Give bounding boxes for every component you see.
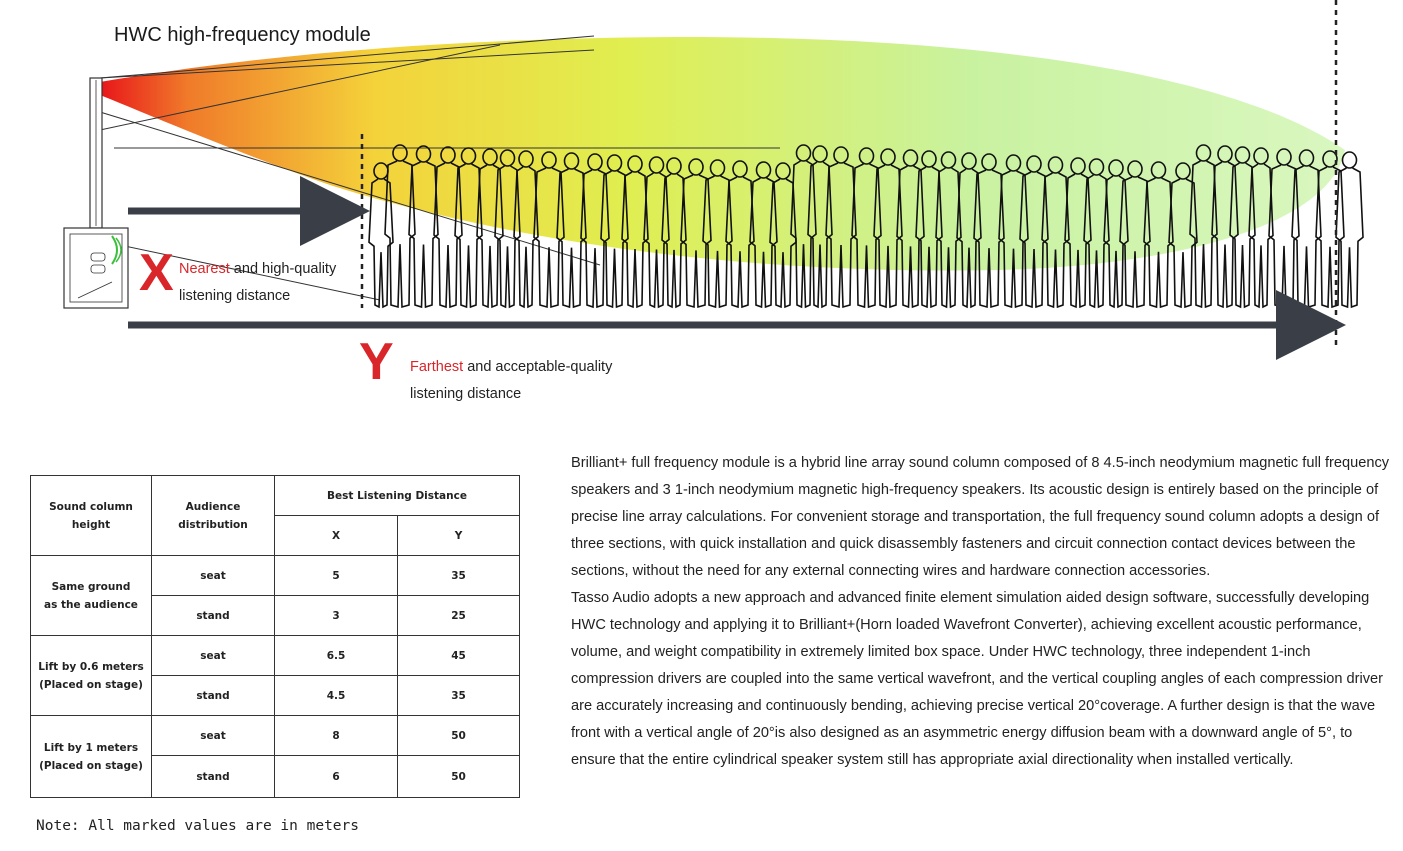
nearest-word: Nearest (179, 261, 230, 277)
units-note: Note: All marked values are in meters (36, 818, 360, 834)
x-value-cell: 8 (275, 716, 398, 756)
column-speaker (64, 78, 128, 308)
farthest-word: Farthest (410, 359, 464, 375)
y-value-cell: 35 (398, 676, 520, 716)
header-x: X (275, 516, 398, 556)
audience-cell: seat (152, 636, 275, 676)
group-height-cell: Lift by 0.6 meters (Placed on stage) (31, 636, 152, 716)
header-audience: Audience distribution (152, 476, 275, 556)
product-description (571, 450, 1391, 774)
nearest-line2: listening distance (179, 288, 291, 304)
audience-cell: seat (152, 716, 275, 756)
y-value-cell: 35 (398, 556, 520, 596)
person-head (1343, 152, 1357, 168)
listening-distance-table (30, 475, 520, 798)
description-paragraph-1: Brilliant+ full frequency module is a hybrid line array sound column composed of 8 4.5-inch neodymium magnetic full frequency speakers and 3 1-inch neodymium magnetic high-frequency speakers. Its acoustic design is entirely based on the principle of precise line array calculations. For convenient storage and transportation, the full frequency sound column adopts a design of three sections, with quick installation and quick disassembly fasteners and circuit connection contact devices between the sections, without the need for any external connecting wires and hardware connection accessories. (571, 455, 1390, 579)
sound-beam (100, 37, 1345, 271)
audience-cell: stand (152, 596, 275, 636)
farthest-label (410, 354, 612, 408)
nearest-label (179, 256, 336, 310)
y-value-cell: 50 (398, 756, 520, 798)
header-height: Sound column height (31, 476, 152, 556)
audience-cell: seat (152, 556, 275, 596)
audience-cell: stand (152, 676, 275, 716)
x-value-cell: 6.5 (275, 636, 398, 676)
y-letter: Y (359, 333, 394, 391)
description-paragraph-2: Tasso Audio adopts a new approach and advanced finite element simulation aided design software, successfully developing HWC technology and applying it to Brilliant+(Horn loaded Wavefront Converter), achieving excellent acoustic performance, volume, and weight compatibility in extremely limited box space. Under HWC technology, three independent 1-inch compression drivers are coupled into the same vertical wavefront, and the vertical coupling angles of each compression driver are accurately increasing and continuously bending, achieving precise vertical 20°coverage. A further design is that the wave front with a vertical angle of 20°is also designed as an asymmetric energy diffusion beam with a downward angle of 5°, to ensure that the entire cylindrical speaker system still has appropriate axial directionality when installed vertically. (571, 590, 1383, 768)
group-height-cell: Lift by 1 meters (Placed on stage) (31, 716, 152, 798)
header-y: Y (398, 516, 520, 556)
diagram-title: HWC high-frequency module (114, 24, 371, 46)
y-value-cell: 45 (398, 636, 520, 676)
person-silhouette (1336, 168, 1363, 307)
x-value-cell: 4.5 (275, 676, 398, 716)
group-height-cell: Same ground as the audience (31, 556, 152, 636)
farthest-rest: and acceptable-quality (463, 359, 613, 375)
y-value-cell: 50 (398, 716, 520, 756)
nearest-rest: and high-quality (229, 261, 337, 277)
y-value-cell: 25 (398, 596, 520, 636)
audience-cell: stand (152, 756, 275, 798)
x-value-cell: 3 (275, 596, 398, 636)
x-letter: X (139, 244, 174, 302)
header-best: Best Listening Distance (275, 476, 520, 516)
x-value-cell: 6 (275, 756, 398, 798)
x-value-cell: 5 (275, 556, 398, 596)
farthest-line2: listening distance (410, 386, 522, 402)
